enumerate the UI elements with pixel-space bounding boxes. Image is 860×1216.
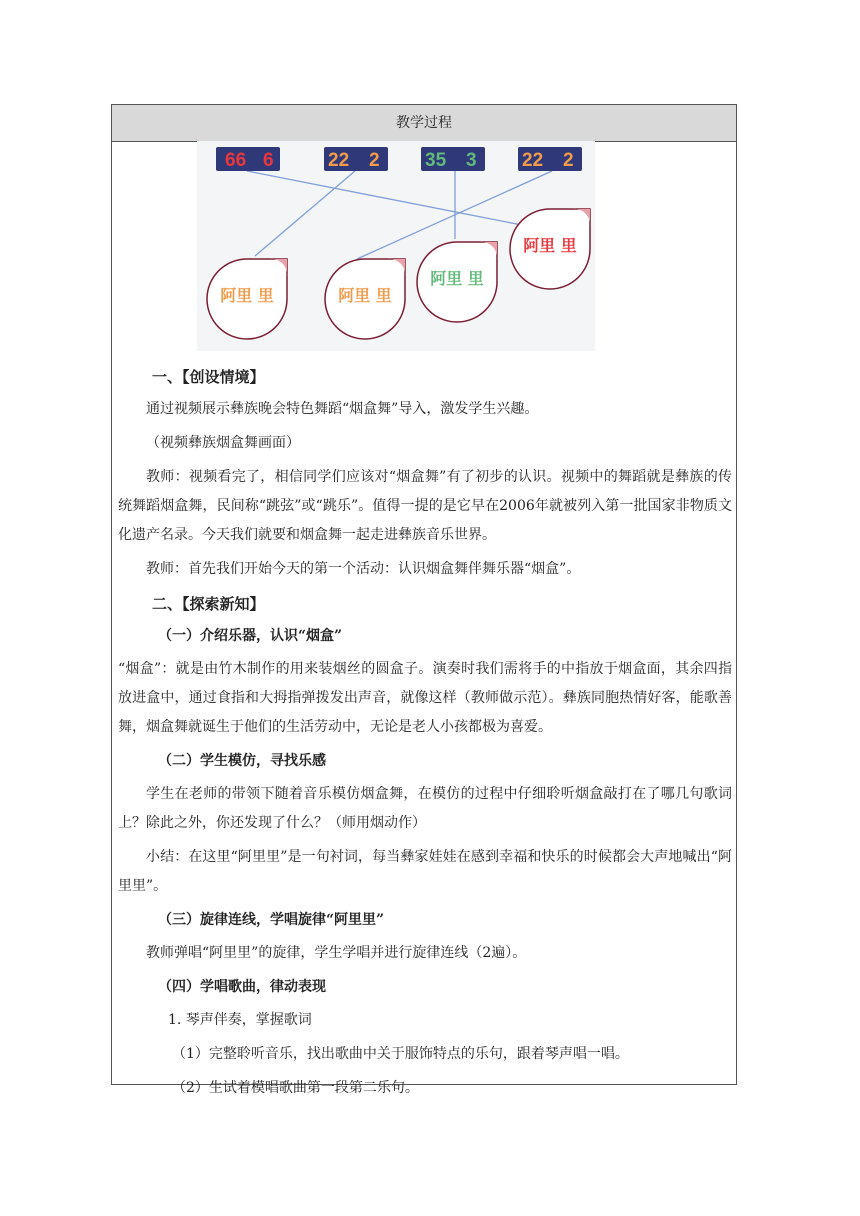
paragraph-video-note: （视频彝族烟盒舞画面） (146, 435, 300, 451)
note-box-4 (518, 147, 582, 171)
lesson-table (111, 104, 737, 1096)
note-box-1-right: 6 (263, 150, 274, 171)
lyric-bubble-3 (417, 242, 497, 322)
paragraph-teacher-1: 教师：视频看完了，相信同学们应该对“烟盒舞”有了初步的认识。视频中的舞蹈就是彝族的传统舞蹈烟盒舞，民间称“跳弦”或“跳乐”。值得一提的是它早在2006年就被列入第一批国家非物质文化遗产名录。今天我们就要和烟盒舞一起走进彝族音乐世界。 (118, 469, 732, 543)
table-header: 教学过程 (112, 105, 736, 142)
match-line (255, 171, 355, 256)
note-box-2-left: 22 (328, 150, 350, 171)
list-item-1: 1. 琴声伴奏，掌握歌词 (168, 1012, 312, 1028)
lyric-bubble-1-text: 阿里 里 (220, 286, 274, 305)
note-box-3-right: 3 (466, 150, 477, 171)
note-box-2-right: 2 (369, 150, 380, 171)
lyric-bubble-4-text: 阿里 里 (523, 236, 577, 255)
lyric-bubble-2 (325, 259, 405, 339)
note-box-2 (324, 147, 388, 171)
lyric-bubble-4 (510, 209, 590, 289)
subsection-title-4: （四）学唱歌曲，律动表现 (158, 979, 326, 995)
matching-diagram (197, 141, 595, 351)
lyric-bubble-3-text: 阿里 里 (430, 269, 484, 288)
subsection-title-1: （一）介绍乐器，认识“烟盒” (158, 628, 343, 644)
match-line (247, 171, 542, 229)
list-item-1-2: （2）生试着模唱歌曲第一段第二乐句。 (172, 1080, 419, 1096)
note-box-1 (216, 147, 280, 171)
melody-matching-figure (197, 141, 595, 351)
lyric-bubble-2-text: 阿里 里 (338, 286, 392, 305)
paragraph-intro: 通过视频展示彝族晚会特色舞蹈“烟盒舞”导入，激发学生兴趣。 (146, 401, 539, 417)
note-box-1-left: 66 (225, 150, 247, 171)
paragraph-melody: 教师弹唱“阿里里”的旋律，学生学唱并进行旋律连线（2遍）。 (146, 945, 527, 961)
paragraph-teacher-2: 教师：首先我们开始今天的第一个活动：认识烟盒舞伴舞乐器“烟盒”。 (146, 561, 581, 577)
paragraph-summary: 小结：在这里“阿里里”是一句衬词，每当彝家娃娃在感到幸福和快乐的时候都会大声地喊出“阿里里”。 (118, 849, 732, 894)
note-box-3 (421, 147, 485, 171)
note-box-3-left: 35 (425, 150, 447, 171)
subsection-title-2: （二）学生模仿，寻找乐感 (158, 753, 326, 769)
lesson-content (118, 362, 732, 1108)
list-item-1-1: （1）完整聆听音乐，找出歌曲中关于服饰特点的乐句，跟着琴声唱一唱。 (172, 1046, 629, 1062)
paragraph-instrument: “烟盒”：就是由竹木制作的用来装烟丝的圆盒子。演奏时我们需将手的中指放于烟盒面，其余四指放进盒中，通过食指和大拇指弹拨发出声音，就像这样（教师做示范）。彝族同胞热情好客，能歌善舞，烟盒舞就诞生于他们的生活劳动中，无论是老人小孩都极为喜爱。 (118, 661, 732, 735)
section-title-situation: 一、【创设情境】 (152, 368, 265, 386)
lyric-bubble-1 (207, 259, 287, 339)
note-box-4-left: 22 (522, 150, 544, 171)
subsection-title-3: （三）旋律连线，学唱旋律“阿里里” (158, 912, 385, 928)
paragraph-imitate: 学生在老师的带领下随着音乐模仿烟盒舞，在模仿的过程中仔细聆听烟盒敲打在了哪几句歌词上？除此之外，你还发现了什么？（师用烟动作） (118, 786, 732, 831)
note-box-4-right: 2 (563, 150, 574, 171)
section-title-explore: 二、【探索新知】 (152, 595, 265, 613)
